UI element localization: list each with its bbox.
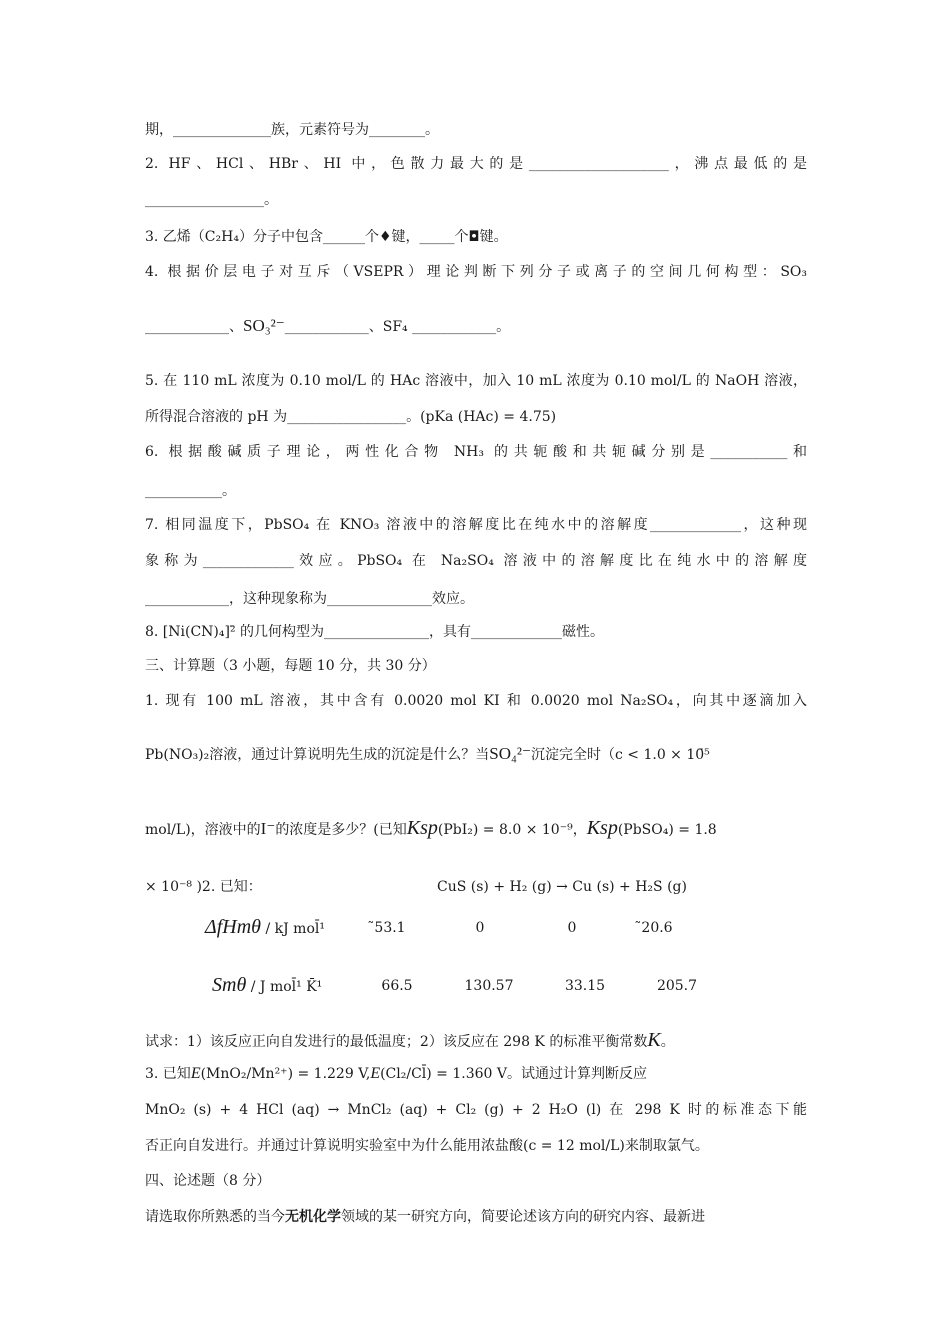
reaction-equation: CuS (s) + H₂ (g) → Cu (s) + H₂S (g) xyxy=(437,879,687,895)
calc-1-given: 的浓度是多少？(已知 xyxy=(275,822,407,838)
entropy-unit: / J mol̄¹ K̄¹ xyxy=(250,979,323,995)
essay-text-2: 领域的某一研究方向，简要论述该方向的研究内容、最新进 xyxy=(341,1209,705,1225)
calc-1-unit: mol/L)，溶液中的 xyxy=(145,822,261,838)
essay-question xyxy=(145,1207,705,1227)
question-7-line2: 象称为_____________效应。PbSO₄ 在 Na₂SO₄ 溶液中的溶解度比在纯水中的溶解度 xyxy=(145,553,807,569)
thermo-row-enthalpy xyxy=(205,917,325,939)
calc-2-end: 。 xyxy=(660,1034,675,1050)
entropy-cu: 33.15 xyxy=(564,978,606,994)
equilibrium-k-symbol: K xyxy=(647,1029,661,1051)
sulfate-ion: SO₄²⁻ xyxy=(489,744,531,763)
calc-1-line1: 1. 现有 100 mL 溶液，其中含有 0.0020 mol KI 和 0.0020 mol Na₂SO₄，向其中逐滴加入 xyxy=(145,693,807,709)
question-3-ethylene: 3. 乙烯（C₂H₄）分子中包含______个♦键，_____个◘键。 xyxy=(145,229,508,245)
calc-3-line1 xyxy=(145,1064,647,1084)
potential-cl2: (Cl₂/Cl̄) = 1.360 V。试通过计算判断反应 xyxy=(380,1066,647,1082)
sulfite-ion: SO₃²⁻ xyxy=(243,316,285,335)
thermo-row-entropy xyxy=(212,975,322,997)
question-2-blank: _________________。 xyxy=(145,192,278,208)
calc-2-prefix: × 10⁻⁸ )2. 已知： xyxy=(145,879,262,895)
calc-3-reaction: MnO₂ (s) + 4 HCl (aq) → MnCl₂ (aq) + Cl₂ (g) + 2 H₂O (l) 在 298 K 时的标准态下能 xyxy=(145,1102,807,1118)
calc-2-question xyxy=(145,1030,675,1052)
calc-1-text: Pb(NO₃)₂溶液，通过计算说明先生成的沉淀是什么？当 xyxy=(145,747,490,763)
calc-1-line2 xyxy=(145,744,710,765)
enthalpy-h2: 0 xyxy=(475,920,485,936)
question-7-line1: 7. 相同温度下，PbSO₄ 在 KNO₃ 溶液中的溶解度比在纯水中的溶解度_____________，这种现 xyxy=(145,517,807,533)
question-7-line3: ____________，这种现象称为_______________效应。 xyxy=(145,591,474,607)
enthalpy-cu: 0 xyxy=(567,920,577,936)
entropy-symbol: Smθ xyxy=(212,974,247,996)
calc-3-line3: 否正向自发进行。并通过计算说明实验室中为什么能用浓盐酸(c = 12 mol/L)来制取氯气。 xyxy=(145,1138,709,1154)
calc-1-line3 xyxy=(145,818,717,840)
essay-text-1: 请选取你所熟悉的当今 xyxy=(145,1209,285,1225)
question-5-line2: 所得混合溶液的 pH 为_________________。(pKa (HAc) = 4.75) xyxy=(145,409,557,425)
question-6-line2: ___________。 xyxy=(145,483,236,499)
potential-symbol-1: E xyxy=(190,1065,201,1082)
enthalpy-unit: / kJ mol̄¹ xyxy=(265,921,325,937)
ksp-symbol-2: Ksp xyxy=(586,817,618,839)
ksp-symbol-1: Ksp xyxy=(406,817,438,839)
calc-2-line1 xyxy=(145,877,262,897)
iodide-ion: I⁻ xyxy=(260,819,276,838)
line-period-group: 期，______________族，元素符号为________。 xyxy=(145,122,439,138)
question-8: 8. [Ni(CN)₄]²̄ 的几何构型为_______________，具有_____________磁性。 xyxy=(145,624,605,640)
question-6-line1: 6. 根据酸碱质子理论，两性化合物 NH₃ 的共轭酸和共轭碱分别是___________和 xyxy=(145,444,807,460)
ksp-value-pbso4: (PbSO₄) = 1.8 xyxy=(617,822,717,838)
enthalpy-symbol: ΔfHmθ xyxy=(205,916,262,938)
section-4-heading: 四、论述题（8 分） xyxy=(145,1173,271,1189)
enthalpy-cus: ̃53.1 xyxy=(374,920,406,936)
entropy-h2: 130.57 xyxy=(464,978,514,994)
potential-mno2: (MnO₂/Mn²⁺) = 1.229 V, xyxy=(200,1066,371,1082)
entropy-cus: 66.5 xyxy=(381,978,413,994)
enthalpy-h2s: ̃20.6 xyxy=(641,920,673,936)
potential-symbol-2: E xyxy=(370,1065,381,1082)
calc-1-text-end: 沉淀完全时（c < 1.0 × 10̄⁵ xyxy=(531,747,710,763)
question-4-vsepr: 4. 根据价层电子对互斥（VSEPR）理论判断下列分子或离子的空间几何构型：SO₃ xyxy=(145,264,807,280)
question-2-dispersion: 2. HF、HCl、HBr、HI 中，色散力最大的是____________________，沸点最低的是 xyxy=(145,156,807,172)
section-3-heading: 三、计算题（3 小题，每题 10 分，共 30 分） xyxy=(145,658,436,674)
essay-keyword: 无机化学 xyxy=(285,1209,341,1225)
calc-3-prefix: 3. 已知 xyxy=(145,1066,191,1082)
question-4-blanks xyxy=(145,316,510,337)
calc-2-ask: 试求：1）该反应正向自发进行的最低温度；2）该反应在 298 K 的标准平衡常数 xyxy=(145,1034,648,1050)
ksp-value-pbi2: (PbI₂) = 8.0 × 10⁻⁹， xyxy=(437,822,587,838)
blank-sf4: ____________、SF₄ ____________。 xyxy=(284,319,511,335)
entropy-h2s: 205.7 xyxy=(656,978,698,994)
question-5-line1: 5. 在 110 mL 浓度为 0.10 mol/L 的 HAc 溶液中，加入 10 mL 浓度为 0.10 mol/L 的 NaOH 溶液， xyxy=(145,373,807,389)
blank-so3: ____________、 xyxy=(145,319,243,335)
